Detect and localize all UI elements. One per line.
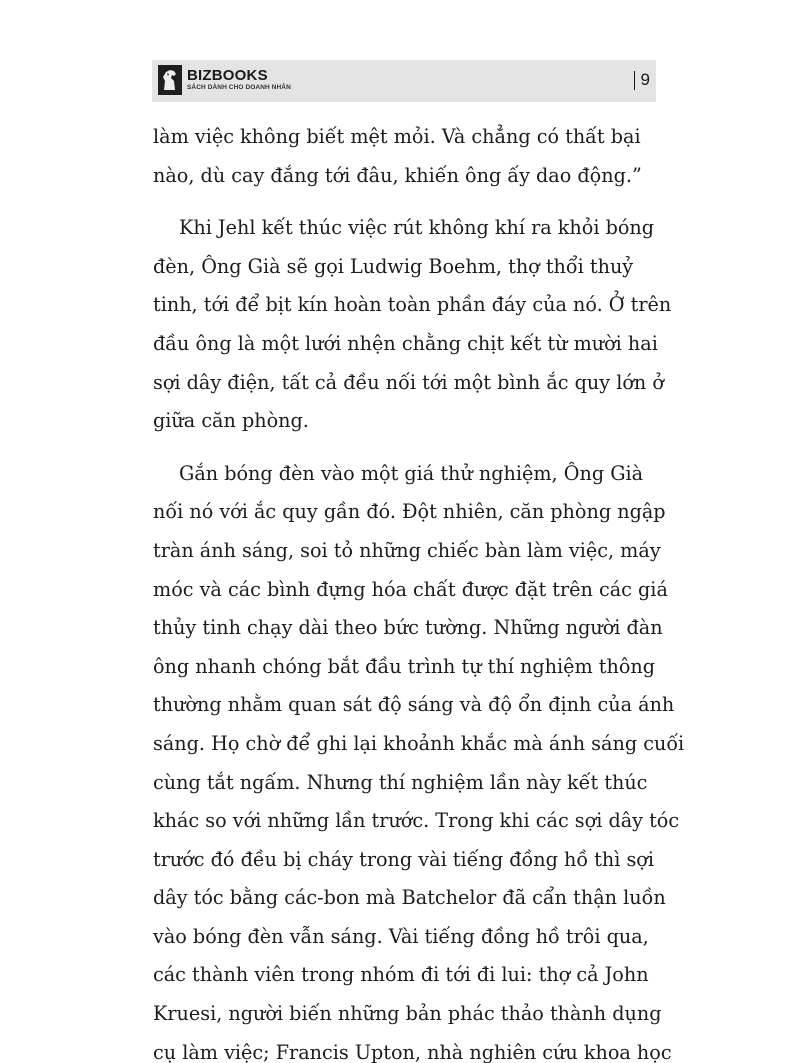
text-line: sáng. Họ chờ để ghi lại khoảnh khắc mà ánh sáng cuối — [153, 731, 685, 755]
text-line: làm việc không biết mệt mỏi. Và chẳng có thất bại — [153, 125, 641, 148]
paragraph-gap — [153, 195, 663, 209]
text-line: tràn ánh sáng, soi tỏ những chiếc bàn làm việc, máy — [153, 538, 661, 562]
body-text — [153, 118, 685, 1063]
page-number-value: 9 — [640, 70, 650, 89]
text-line: Gắn bóng đèn vào một giá thử nghiệm, Ông Già — [179, 461, 644, 485]
text-line: móc và các bình đựng hóa chất được đặt trên các giá — [153, 577, 668, 601]
text-line: Kruesi, người biến những bản phác thảo thành dụng — [153, 1002, 662, 1026]
text-line: cùng tắt ngấm. Nhưng thí nghiệm lần này kết thúc — [153, 770, 648, 794]
paragraph-gap — [153, 441, 663, 455]
page-number-divider — [634, 71, 635, 90]
text-line: dây tóc bằng các-bon mà Batchelor đã cẩn thận luồn — [153, 886, 666, 910]
text-line: nối nó với ắc quy gần đó. Đột nhiên, căn phòng ngập — [153, 500, 666, 524]
text-line: giữa căn phòng. — [153, 409, 309, 433]
text-line: nào, dù cay đắng tới đâu, khiến ông ấy dao động.” — [153, 163, 642, 187]
paragraph — [153, 209, 672, 441]
text-line: cụ làm việc; Francis Upton, nhà nghiên cứu khoa học — [153, 1040, 672, 1063]
text-line: ông nhanh chóng bắt đầu trình tự thí nghiệm thông — [153, 654, 656, 678]
text-line: đầu ông là một lưới nhện chằng chịt kết từ mười hai — [153, 331, 658, 355]
text-line: khác so với những lần trước. Trong khi các sợi dây tóc — [153, 809, 680, 833]
brand-name: BIZBOOKS — [187, 67, 268, 85]
text-line: vào bóng đèn vẫn sáng. Vài tiếng đồng hồ trôi qua, — [153, 924, 649, 948]
text-line: thường nhằm quan sát độ sáng và độ ổn định của ánh — [153, 693, 675, 717]
text-line: đèn, Ông Già sẽ gọi Ludwig Boehm, thợ thổi thuỷ — [153, 254, 634, 278]
text-line: sợi dây điện, tất cả đều nối tới một bình ắc quy lớn ở — [153, 370, 664, 394]
text-line: trước đó đều bị cháy trong vài tiếng đồng hồ thì sợi — [153, 847, 654, 871]
page-number — [634, 70, 650, 90]
brand-tagline: SÁCH DÀNH CHO DOANH NHÂN — [187, 84, 291, 92]
bizbooks-horse-logo-icon — [158, 65, 182, 95]
text-line: tinh, tới để bịt kín hoàn toàn phần đáy của nó. Ở trên — [153, 293, 672, 317]
text-line: các thành viên trong nhóm đi tới đi lui: thợ cả John — [153, 963, 649, 987]
text-line: thủy tinh chạy dài theo bức tường. Những người đàn — [153, 616, 663, 640]
paragraph — [153, 118, 663, 195]
publisher-logo — [158, 65, 291, 95]
paragraph — [153, 455, 685, 1063]
text-line: Khi Jehl kết thúc việc rút không khí ra khỏi bóng — [179, 216, 655, 240]
